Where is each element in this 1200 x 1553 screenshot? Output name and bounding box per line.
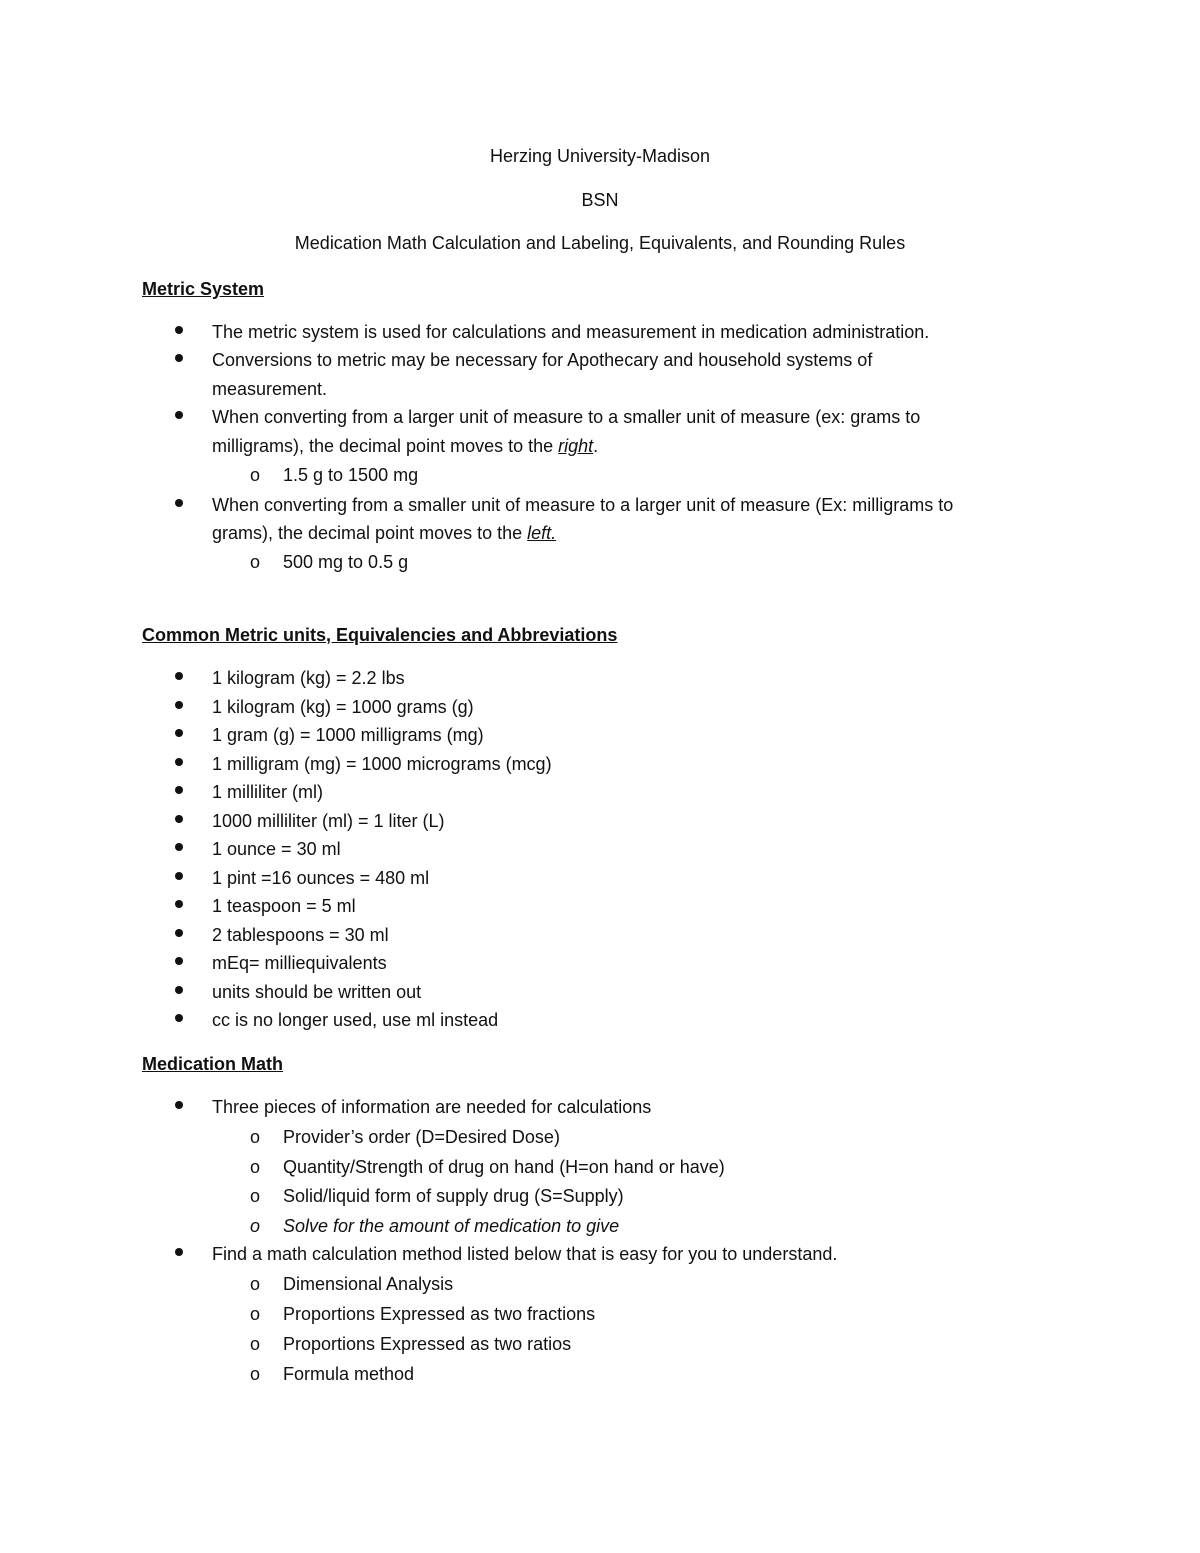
bullet-icon	[175, 900, 183, 908]
bullet-icon	[175, 1101, 183, 1109]
bullet-icon	[175, 672, 183, 680]
med-math-item-1: Three pieces of information are needed for calculations	[212, 1097, 652, 1117]
list-item: units should be written out	[212, 982, 422, 1002]
bullet-icon	[175, 986, 183, 994]
bullet-icon	[175, 758, 183, 766]
equivalencies-heading: Common Metric units, Equivalencies and Abbreviations	[142, 625, 618, 645]
document-title: Medication Math Calculation and Labeling, Equivalents, and Rounding Rules	[294, 233, 906, 253]
sub-bullet-icon: o	[250, 1186, 261, 1206]
bullet-icon	[175, 701, 183, 709]
list-item: Provider’s order (D=Desired Dose)	[283, 1127, 560, 1147]
list-item: 1 pint =16 ounces = 480 ml	[212, 868, 430, 888]
metric-item-3-sub: 1.5 g to 1500 mg	[283, 465, 419, 485]
list-item: 1000 milliliter (ml) = 1 liter (L)	[212, 811, 445, 831]
bullet-icon	[175, 326, 183, 334]
bullet-icon	[175, 499, 183, 507]
sub-bullet-icon: o	[250, 465, 261, 485]
list-item: Solid/liquid form of supply drug (S=Supply)	[283, 1186, 624, 1206]
metric-item-1: The metric system is used for calculations and measurement in medication administration.	[212, 322, 930, 342]
bullet-icon	[175, 872, 183, 880]
sub-bullet-icon: o	[250, 1274, 261, 1294]
bullet-icon	[175, 1014, 183, 1022]
medication-math-heading: Medication Math	[142, 1054, 284, 1074]
metric-item-2-line-2: measurement.	[212, 379, 328, 399]
metric-item-2-line-1: Conversions to metric may be necessary for Apothecary and household systems of	[212, 350, 873, 370]
metric-item-4-sub: 500 mg to 0.5 g	[283, 552, 409, 572]
list-item: 2 tablespoons = 30 ml	[212, 925, 389, 945]
list-item: 1 milligram (mg) = 1000 micrograms (mcg)	[212, 754, 552, 774]
list-item: Quantity/Strength of drug on hand (H=on hand or have)	[283, 1157, 725, 1177]
bullet-icon	[175, 411, 183, 419]
emphasis-right: right	[558, 436, 594, 456]
list-item: cc is no longer used, use ml instead	[212, 1010, 499, 1030]
program-name: BSN	[581, 190, 619, 210]
list-item: Formula method	[283, 1364, 415, 1384]
sub-bullet-icon: o	[250, 1216, 261, 1236]
list-item: Proportions Expressed as two ratios	[283, 1334, 572, 1354]
bullet-icon	[175, 929, 183, 937]
bullet-icon	[175, 354, 183, 362]
list-item: Solve for the amount of medication to give	[283, 1216, 620, 1236]
list-item: 1 kilogram (kg) = 2.2 lbs	[212, 668, 405, 688]
sub-bullet-icon: o	[250, 1364, 261, 1384]
sub-bullet-icon: o	[250, 1127, 261, 1147]
bullet-icon	[175, 815, 183, 823]
list-item: 1 gram (g) = 1000 milligrams (mg)	[212, 725, 484, 745]
list-item: mEq= milliequivalents	[212, 953, 387, 973]
bullet-icon	[175, 786, 183, 794]
list-item: 1 ounce = 30 ml	[212, 839, 341, 859]
metric-item-3-line-2: milligrams), the decimal point moves to the right.	[212, 436, 599, 456]
bullet-icon	[175, 729, 183, 737]
med-math-item-2: Find a math calculation method listed below that is easy for you to understand.	[212, 1244, 838, 1264]
metric-item-3-line-1: When converting from a larger unit of measure to a smaller unit of measure (ex: grams to	[212, 407, 921, 427]
bullet-icon	[175, 1248, 183, 1256]
bullet-icon	[175, 957, 183, 965]
list-item: Dimensional Analysis	[283, 1274, 454, 1294]
list-item: 1 milliliter (ml)	[212, 782, 323, 802]
metric-item-4-line-1: When converting from a smaller unit of measure to a larger unit of measure (Ex: milligrams to	[212, 495, 954, 515]
metric-item-4-line-2: grams), the decimal point moves to the left.	[212, 523, 557, 543]
emphasis-left: left.	[527, 523, 557, 543]
sub-bullet-icon: o	[250, 1304, 261, 1324]
list-item: 1 teaspoon = 5 ml	[212, 896, 356, 916]
bullet-icon	[175, 843, 183, 851]
institution-name: Herzing University-Madison	[489, 146, 711, 166]
list-item: 1 kilogram (kg) = 1000 grams (g)	[212, 697, 474, 717]
list-item: Proportions Expressed as two fractions	[283, 1304, 596, 1324]
sub-bullet-icon: o	[250, 1157, 261, 1177]
sub-bullet-icon: o	[250, 1334, 261, 1354]
sub-bullet-icon: o	[250, 552, 261, 572]
metric-system-heading: Metric System	[142, 279, 265, 299]
